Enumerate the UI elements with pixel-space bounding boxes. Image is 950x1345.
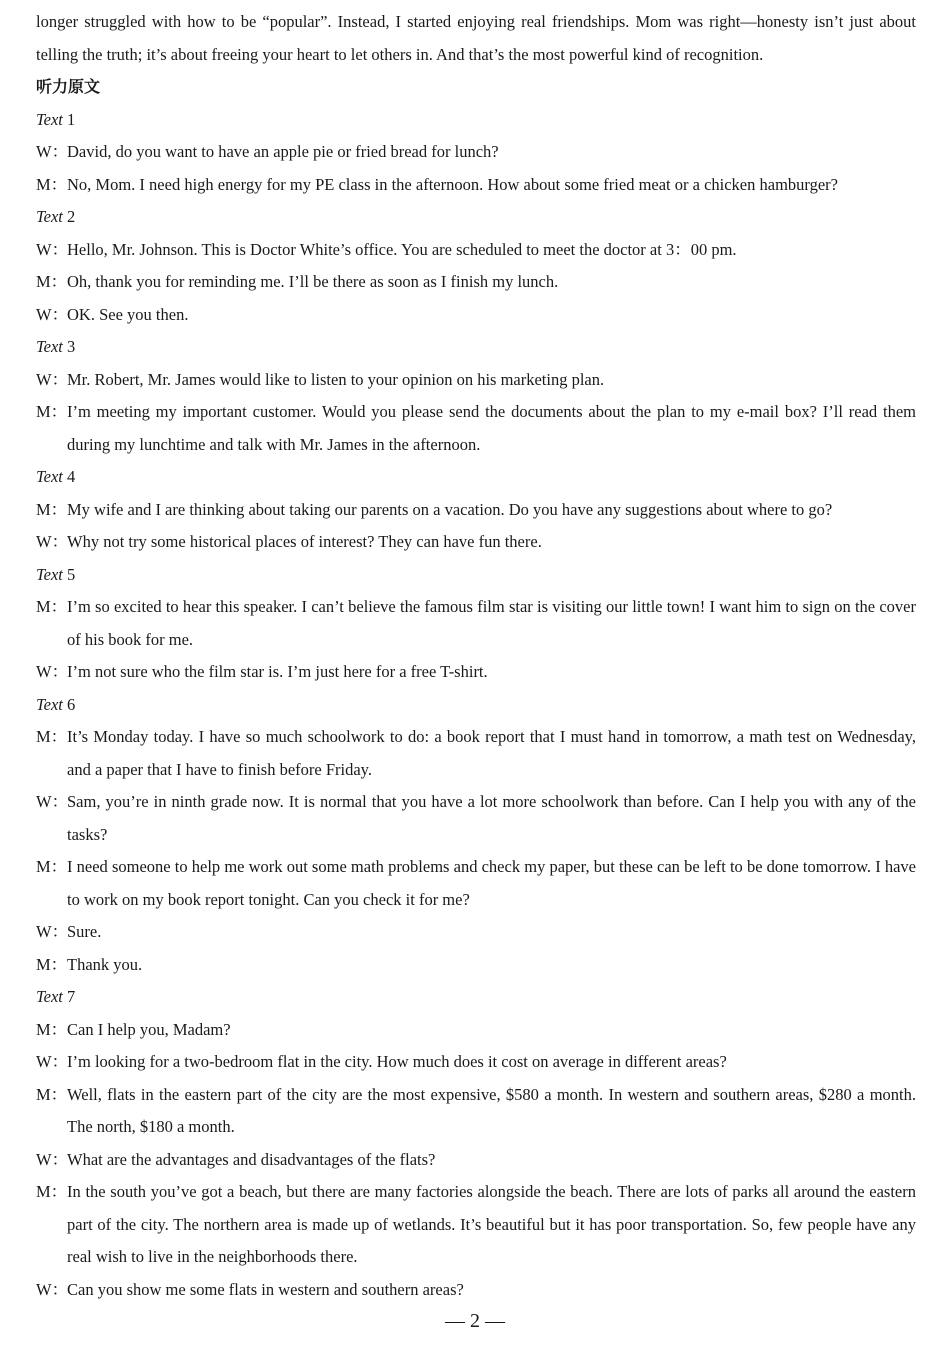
dialogue-line bbox=[36, 851, 916, 916]
text-label-2 bbox=[36, 201, 916, 234]
dialogue-line bbox=[36, 1274, 916, 1307]
dialogue-line bbox=[36, 396, 916, 461]
text-label-4 bbox=[36, 461, 916, 494]
text-label-word: Text bbox=[36, 109, 63, 129]
transcript bbox=[36, 104, 916, 1307]
utterance-text: I’m not sure who the film star is. I’m just here for a free T-shirt. bbox=[67, 662, 488, 681]
speaker-label: W： bbox=[36, 239, 69, 259]
text-label-number: 6 bbox=[67, 694, 76, 714]
text-label-word: Text bbox=[36, 467, 63, 486]
dialogue-line bbox=[36, 949, 916, 982]
dialogue-line bbox=[36, 299, 916, 332]
speaker-label: M： bbox=[36, 727, 68, 746]
text-label-number: 4 bbox=[67, 467, 76, 486]
text-label-number: 7 bbox=[67, 987, 76, 1006]
utterance-text: Thank you. bbox=[67, 954, 143, 974]
dialogue-line bbox=[36, 1046, 916, 1079]
dialogue-line bbox=[36, 494, 916, 527]
speaker-label: M： bbox=[36, 272, 68, 291]
utterance-text: Hello, Mr. Johnson. This is Doctor White’s office. You are scheduled to meet the doctor at 3：00 pm. bbox=[67, 239, 737, 259]
section-heading: 听力原文 bbox=[36, 77, 101, 96]
intro-paragraph: longer struggled with how to be “popular”. Instead, I started enjoying real friendships. Mom was right—honesty isn’t just about telling the truth; it’s about freeing your heart to let others in. And that’s the most powerful kind of recognition. bbox=[36, 12, 916, 64]
utterance-text: In the south you’ve got a beach, but there are many factories alongside the beach. There are lots of parks all around the eastern part of the city. The northern area is made up of wetlands. It’s beautiful but it has poor transportation. So, few people have any real wish to live in the neighborhoods there. bbox=[67, 1182, 916, 1266]
dialogue-line bbox=[36, 1144, 916, 1177]
text-label-word: Text bbox=[36, 564, 63, 584]
speaker-label: W： bbox=[36, 532, 69, 551]
utterance-text: My wife and I are thinking about taking our parents on a vacation. Do you have any suggestions about where to go? bbox=[67, 499, 833, 519]
utterance-text: Sam, you’re in ninth grade now. It is normal that you have a lot more schoolwork than before. Can I help you with any of the tasks? bbox=[67, 792, 916, 844]
utterance-text: I’m meeting my important customer. Would you please send the documents about the plan to my e-mail box? I’ll read them during my lunchtime and talk with Mr. James in the afternoon. bbox=[67, 402, 916, 454]
dialogue-line bbox=[36, 656, 916, 689]
utterance-text: Sure. bbox=[67, 922, 102, 941]
text-label-number: 1 bbox=[67, 109, 76, 129]
text-label-word: Text bbox=[36, 987, 63, 1006]
text-label-word: Text bbox=[36, 337, 63, 356]
speaker-label: W： bbox=[36, 1052, 69, 1071]
speaker-label: W： bbox=[36, 1279, 69, 1299]
speaker-label: W： bbox=[36, 922, 69, 941]
utterance-text: No, Mom. I need high energy for my PE class in the afternoon. How about some fried meat or a chicken hamburger? bbox=[67, 174, 839, 194]
utterance-text: Well, flats in the eastern part of the city are the most expensive, $580 a month. In western and southern areas, $280 a month. The north, $180 a month. bbox=[67, 1084, 916, 1136]
text-label-6 bbox=[36, 689, 916, 722]
dialogue-line bbox=[36, 916, 916, 949]
dialogue-line bbox=[36, 526, 916, 559]
speaker-label: M： bbox=[36, 857, 68, 876]
speaker-label: M： bbox=[36, 402, 68, 421]
utterance-text: Can I help you, Madam? bbox=[67, 1019, 231, 1039]
text-label-3 bbox=[36, 331, 916, 364]
dialogue-line bbox=[36, 1176, 916, 1274]
dialogue-line bbox=[36, 136, 916, 169]
speaker-label: M： bbox=[36, 597, 68, 616]
speaker-label: W： bbox=[36, 1149, 69, 1169]
text-label-7 bbox=[36, 981, 916, 1014]
utterance-text: David, do you want to have an apple pie or fried bread for lunch? bbox=[67, 142, 499, 161]
page-number: — 2 — bbox=[445, 1310, 505, 1332]
text-label-5 bbox=[36, 559, 916, 592]
dialogue-line bbox=[36, 266, 916, 299]
text-label-1 bbox=[36, 104, 916, 137]
text-label-number: 2 bbox=[67, 207, 76, 226]
dialogue-line bbox=[36, 169, 916, 202]
utterance-text: Can you show me some flats in western and southern areas? bbox=[67, 1279, 464, 1299]
utterance-text: OK. See you then. bbox=[67, 304, 189, 324]
utterance-text: Mr. Robert, Mr. James would like to listen to your opinion on his marketing plan. bbox=[67, 369, 605, 389]
text-label-number: 5 bbox=[67, 564, 76, 584]
speaker-label: W： bbox=[36, 142, 69, 161]
text-label-number: 3 bbox=[67, 337, 76, 356]
speaker-label: M： bbox=[36, 1084, 68, 1104]
dialogue-line bbox=[36, 234, 916, 267]
speaker-label: W： bbox=[36, 662, 69, 681]
utterance-text: What are the advantages and disadvantages of the flats? bbox=[67, 1149, 436, 1169]
speaker-label: W： bbox=[36, 792, 69, 811]
utterance-text: I need someone to help me work out some math problems and check my paper, but these can be left to be done tomorrow. I have to work on my book report tonight. Can you check it for me? bbox=[67, 857, 916, 909]
utterance-text: Why not try some historical places of interest? They can have fun there. bbox=[67, 532, 542, 551]
speaker-label: M： bbox=[36, 954, 68, 974]
dialogue-line bbox=[36, 721, 916, 786]
utterance-text: Oh, thank you for reminding me. I’ll be there as soon as I finish my lunch. bbox=[67, 272, 559, 291]
dialogue-line bbox=[36, 364, 916, 397]
speaker-label: W： bbox=[36, 369, 69, 389]
document-page bbox=[36, 6, 916, 1306]
dialogue-line bbox=[36, 1014, 916, 1047]
speaker-label: M： bbox=[36, 499, 68, 519]
speaker-label: M： bbox=[36, 174, 68, 194]
text-label-word: Text bbox=[36, 207, 63, 226]
speaker-label: M： bbox=[36, 1182, 68, 1201]
utterance-text: I’m so excited to hear this speaker. I can’t believe the famous film star is visiting our little town! I want him to sign on the cover of his book for me. bbox=[67, 597, 916, 649]
dialogue-line bbox=[36, 786, 916, 851]
speaker-label: M： bbox=[36, 1019, 68, 1039]
text-label-word: Text bbox=[36, 694, 63, 714]
speaker-label: W： bbox=[36, 304, 69, 324]
utterance-text: I’m looking for a two-bedroom flat in the city. How much does it cost on average in different areas? bbox=[67, 1052, 727, 1071]
dialogue-line bbox=[36, 1079, 916, 1144]
dialogue-line bbox=[36, 591, 916, 656]
utterance-text: It’s Monday today. I have so much schoolwork to do: a book report that I must hand in tomorrow, a math test on Wednesday, and a paper that I have to finish before Friday. bbox=[67, 727, 916, 779]
